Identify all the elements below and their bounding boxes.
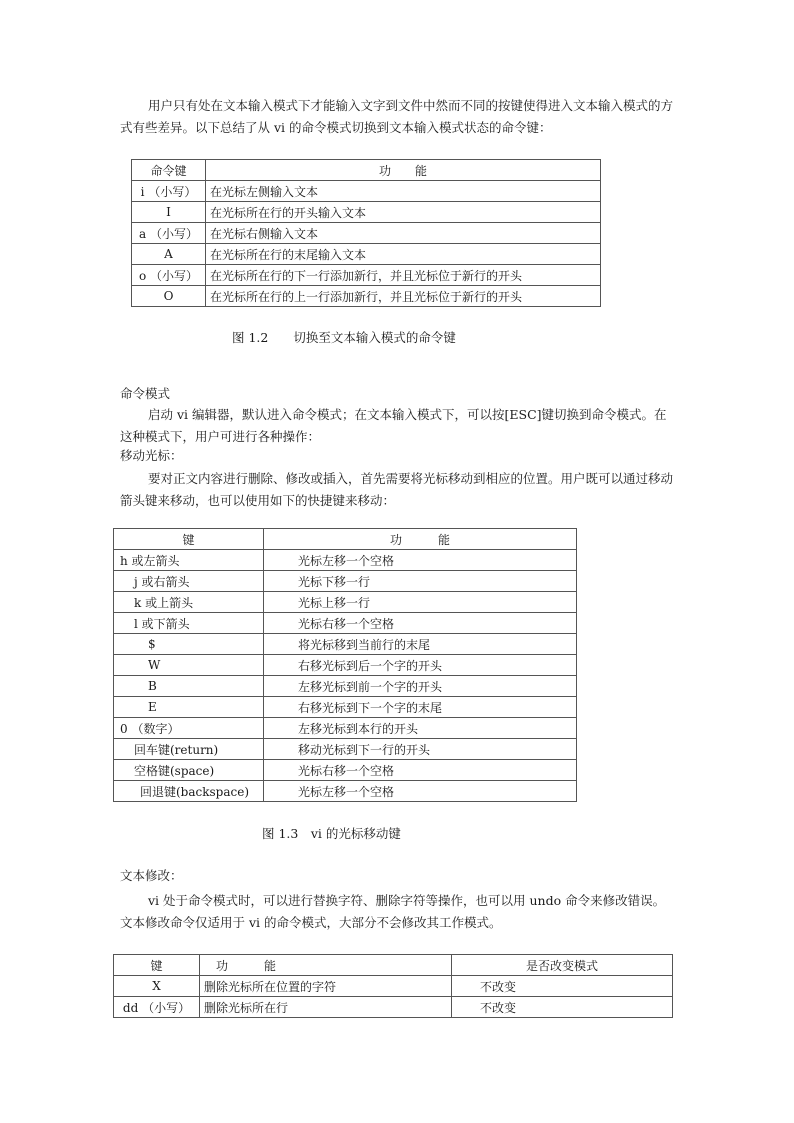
table2-desc-cell: 左移光标到本行的开头 bbox=[264, 718, 577, 739]
table2-desc-cell: 光标左移一个空格 bbox=[264, 781, 577, 802]
table1-desc-cell: 在光标左侧输入文本 bbox=[206, 181, 601, 202]
table2-key-cell: W bbox=[114, 655, 264, 676]
text-edit-paragraph: vi 处于命令模式时，可以进行替换字符、删除字符等操作，也可以用 undo 命令来修改错误。文本修改命令仅适用于 vi 的命令模式，大部分不会修改其工作模式。 bbox=[120, 893, 666, 930]
table2-key-cell: l 或下箭头 bbox=[114, 613, 264, 634]
table2-caption: 图 1.3 vi 的光标移动键 bbox=[262, 826, 401, 841]
table3-mode-cell: 不改变 bbox=[452, 997, 673, 1018]
table1-key-cell: O bbox=[132, 286, 206, 307]
table2-key-cell: 回退键(backspace) bbox=[114, 781, 264, 802]
table2-desc-cell: 光标上移一行 bbox=[264, 592, 577, 613]
table3-header-function: 功 能 bbox=[200, 955, 452, 976]
table1-desc-cell: 在光标所在行的开头输入文本 bbox=[206, 202, 601, 223]
table1-desc-cell: 在光标所在行的上一行添加新行，并且光标位于新行的开头 bbox=[206, 286, 601, 307]
table3-desc-cell: 删除光标所在位置的字符 bbox=[200, 976, 452, 997]
table2-desc-cell: 光标右移一个空格 bbox=[264, 760, 577, 781]
table3-desc-cell: 删除光标所在行 bbox=[200, 997, 452, 1018]
table3-mode-cell: 不改变 bbox=[452, 976, 673, 997]
table1-key-cell: a （小写） bbox=[132, 223, 206, 244]
text-edit-keys-table bbox=[113, 954, 673, 1018]
table3-key-cell: X bbox=[114, 976, 200, 997]
intro-paragraph: 用户只有处在文本输入模式下才能输入文字到文件中然而不同的按键使得进入文本输入模式的方式有些差异。以下总结了从 vi 的命令模式切换到文本输入模式状态的命令键： bbox=[120, 98, 674, 135]
table2-key-cell: k 或上箭头 bbox=[114, 592, 264, 613]
cursor-movement-keys-table bbox=[113, 528, 577, 802]
table2-header-key: 键 bbox=[114, 529, 264, 550]
table2-desc-cell: 光标左移一个空格 bbox=[264, 550, 577, 571]
table3-header-key: 键 bbox=[114, 955, 200, 976]
table1-key-cell: I bbox=[132, 202, 206, 223]
move-cursor-paragraph: 要对正文内容进行删除、修改或插入，首先需要将光标移动到相应的位置。用户既可以通过移动箭头键来移动，也可以使用如下的快捷键来移动： bbox=[120, 471, 674, 508]
table2-desc-cell: 右移光标到后一个字的开头 bbox=[264, 655, 577, 676]
text-edit-heading: 文本修改： bbox=[120, 868, 183, 883]
move-cursor-heading: 移动光标： bbox=[120, 448, 183, 463]
table1-desc-cell: 在光标所在行的下一行添加新行，并且光标位于新行的开头 bbox=[206, 265, 601, 286]
table3-key-cell: dd （小写） bbox=[114, 997, 200, 1018]
command-mode-heading: 命令模式 bbox=[120, 386, 171, 401]
table2-desc-cell: 将光标移到当前行的末尾 bbox=[264, 634, 577, 655]
table1-header-function: 功 能 bbox=[206, 160, 601, 181]
table2-desc-cell: 光标下移一行 bbox=[264, 571, 577, 592]
table1-key-cell: i （小写） bbox=[132, 181, 206, 202]
table3-header-mode: 是否改变模式 bbox=[452, 955, 673, 976]
command-mode-paragraph: 启动 vi 编辑器，默认进入命令模式；在文本输入模式下，可以按[ESC]键切换到命令模式。在这种模式下，用户可进行各种操作： bbox=[120, 407, 667, 444]
table1-header-key: 命令键 bbox=[132, 160, 206, 181]
table2-desc-cell: 右移光标到下一个字的末尾 bbox=[264, 697, 577, 718]
table2-key-cell: j 或右箭头 bbox=[114, 571, 264, 592]
table2-desc-cell: 移动光标到下一行的开头 bbox=[264, 739, 577, 760]
table1-caption: 图 1.2 切换至文本输入模式的命令键 bbox=[232, 330, 456, 345]
insert-mode-keys-table bbox=[131, 159, 601, 307]
table1-desc-cell: 在光标右侧输入文本 bbox=[206, 223, 601, 244]
table2-desc-cell: 光标右移一个空格 bbox=[264, 613, 577, 634]
table2-key-cell: 空格键(space) bbox=[114, 760, 264, 781]
table2-key-cell: E bbox=[114, 697, 264, 718]
table2-key-cell: h 或左箭头 bbox=[114, 550, 264, 571]
table2-key-cell: 回车键(return) bbox=[114, 739, 264, 760]
table2-key-cell: $ bbox=[114, 634, 264, 655]
table2-key-cell: 0 （数字） bbox=[114, 718, 264, 739]
table2-desc-cell: 左移光标到前一个字的开头 bbox=[264, 676, 577, 697]
table2-header-function: 功 能 bbox=[264, 529, 577, 550]
table1-key-cell: A bbox=[132, 244, 206, 265]
table1-desc-cell: 在光标所在行的末尾输入文本 bbox=[206, 244, 601, 265]
table2-key-cell: B bbox=[114, 676, 264, 697]
table1-key-cell: o （小写） bbox=[132, 265, 206, 286]
